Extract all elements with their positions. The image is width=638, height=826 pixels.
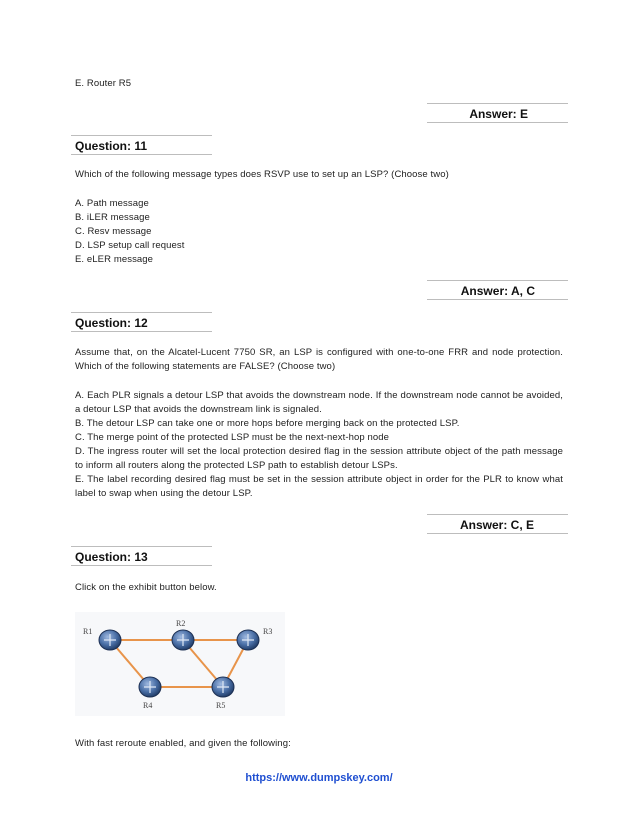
option-b: B. The detour LSP can take one or more hops before merging back on the protected LSP. [75,418,460,429]
router-r4 [139,677,161,697]
answer-rule-bottom [427,533,568,534]
option-c: C. Resv message [75,226,152,237]
router-label-r5: R5 [216,701,226,710]
option-a: A. Each PLR signals a detour LSP that avoids the downstream node. If the downstream node cannot be avoided, a detour LSP that avoids the downstream link is signaled. [75,390,563,415]
option-d: D. LSP setup call request [75,240,185,251]
router-r3 [237,630,259,650]
question-title: Question: 12 [75,316,148,330]
network-exhibit-diagram [75,612,285,716]
question-rule-top [71,546,212,547]
answer-label: Answer: C, E [459,518,534,532]
answer-rule-top [427,280,568,281]
answer-rule-bottom [427,299,568,300]
router-r1 [99,630,121,650]
answer-label: Answer: E [469,107,528,121]
option-d: D. The ingress router will set the local protection desired flag in the session attribute object of the path message to inform all routers along the protected LSP path to establish detour LSPs. [75,446,563,471]
question-prompt: Assume that, on the Alcatel-Lucent 7750 SR, an LSP is configured with one-to-one FRR and node protection. Which of the following statements are FALSE? (Choose two) [75,347,563,372]
question-rule-top [71,135,212,136]
question-rule-bottom [71,565,212,566]
answer-label: Answer: A, C [460,284,535,298]
answer-rule-top [427,514,568,515]
footer-url-link[interactable]: https://www.dumpskey.com/ [245,772,393,784]
router-label-r1: R1 [83,627,93,636]
router-label-r2: R2 [176,619,186,628]
answer-options [75,197,185,267]
question-rule-top [71,312,212,313]
question-prompt: Click on the exhibit button below. [75,582,217,593]
question-rule-bottom [71,331,212,332]
router-r2 [172,630,194,650]
option-b: B. iLER message [75,212,150,223]
question-continuation: With fast reroute enabled, and given the following: [75,738,291,749]
option-a: A. Path message [75,198,149,209]
router-r5 [212,677,234,697]
answer-options [75,389,563,501]
router-label-r4: R4 [143,701,153,710]
option-e: E. eLER message [75,254,154,265]
router-label-r3: R3 [263,627,273,636]
question-prompt: Which of the following message types does RSVP use to set up an LSP? (Choose two) [75,169,449,180]
question-title: Question: 13 [75,550,148,564]
option-e: E. The label recording desired flag must be set in the session attribute object in order for the PLR to know what label to swap when using the detour LSP. [75,474,563,499]
question-rule-bottom [71,154,212,155]
option-e-router-r5: E. Router R5 [75,78,132,89]
answer-rule-top [427,103,568,104]
question-title: Question: 11 [75,139,148,153]
answer-rule-bottom [427,122,568,123]
option-c: C. The merge point of the protected LSP must be the next-next-hop node [75,432,390,443]
